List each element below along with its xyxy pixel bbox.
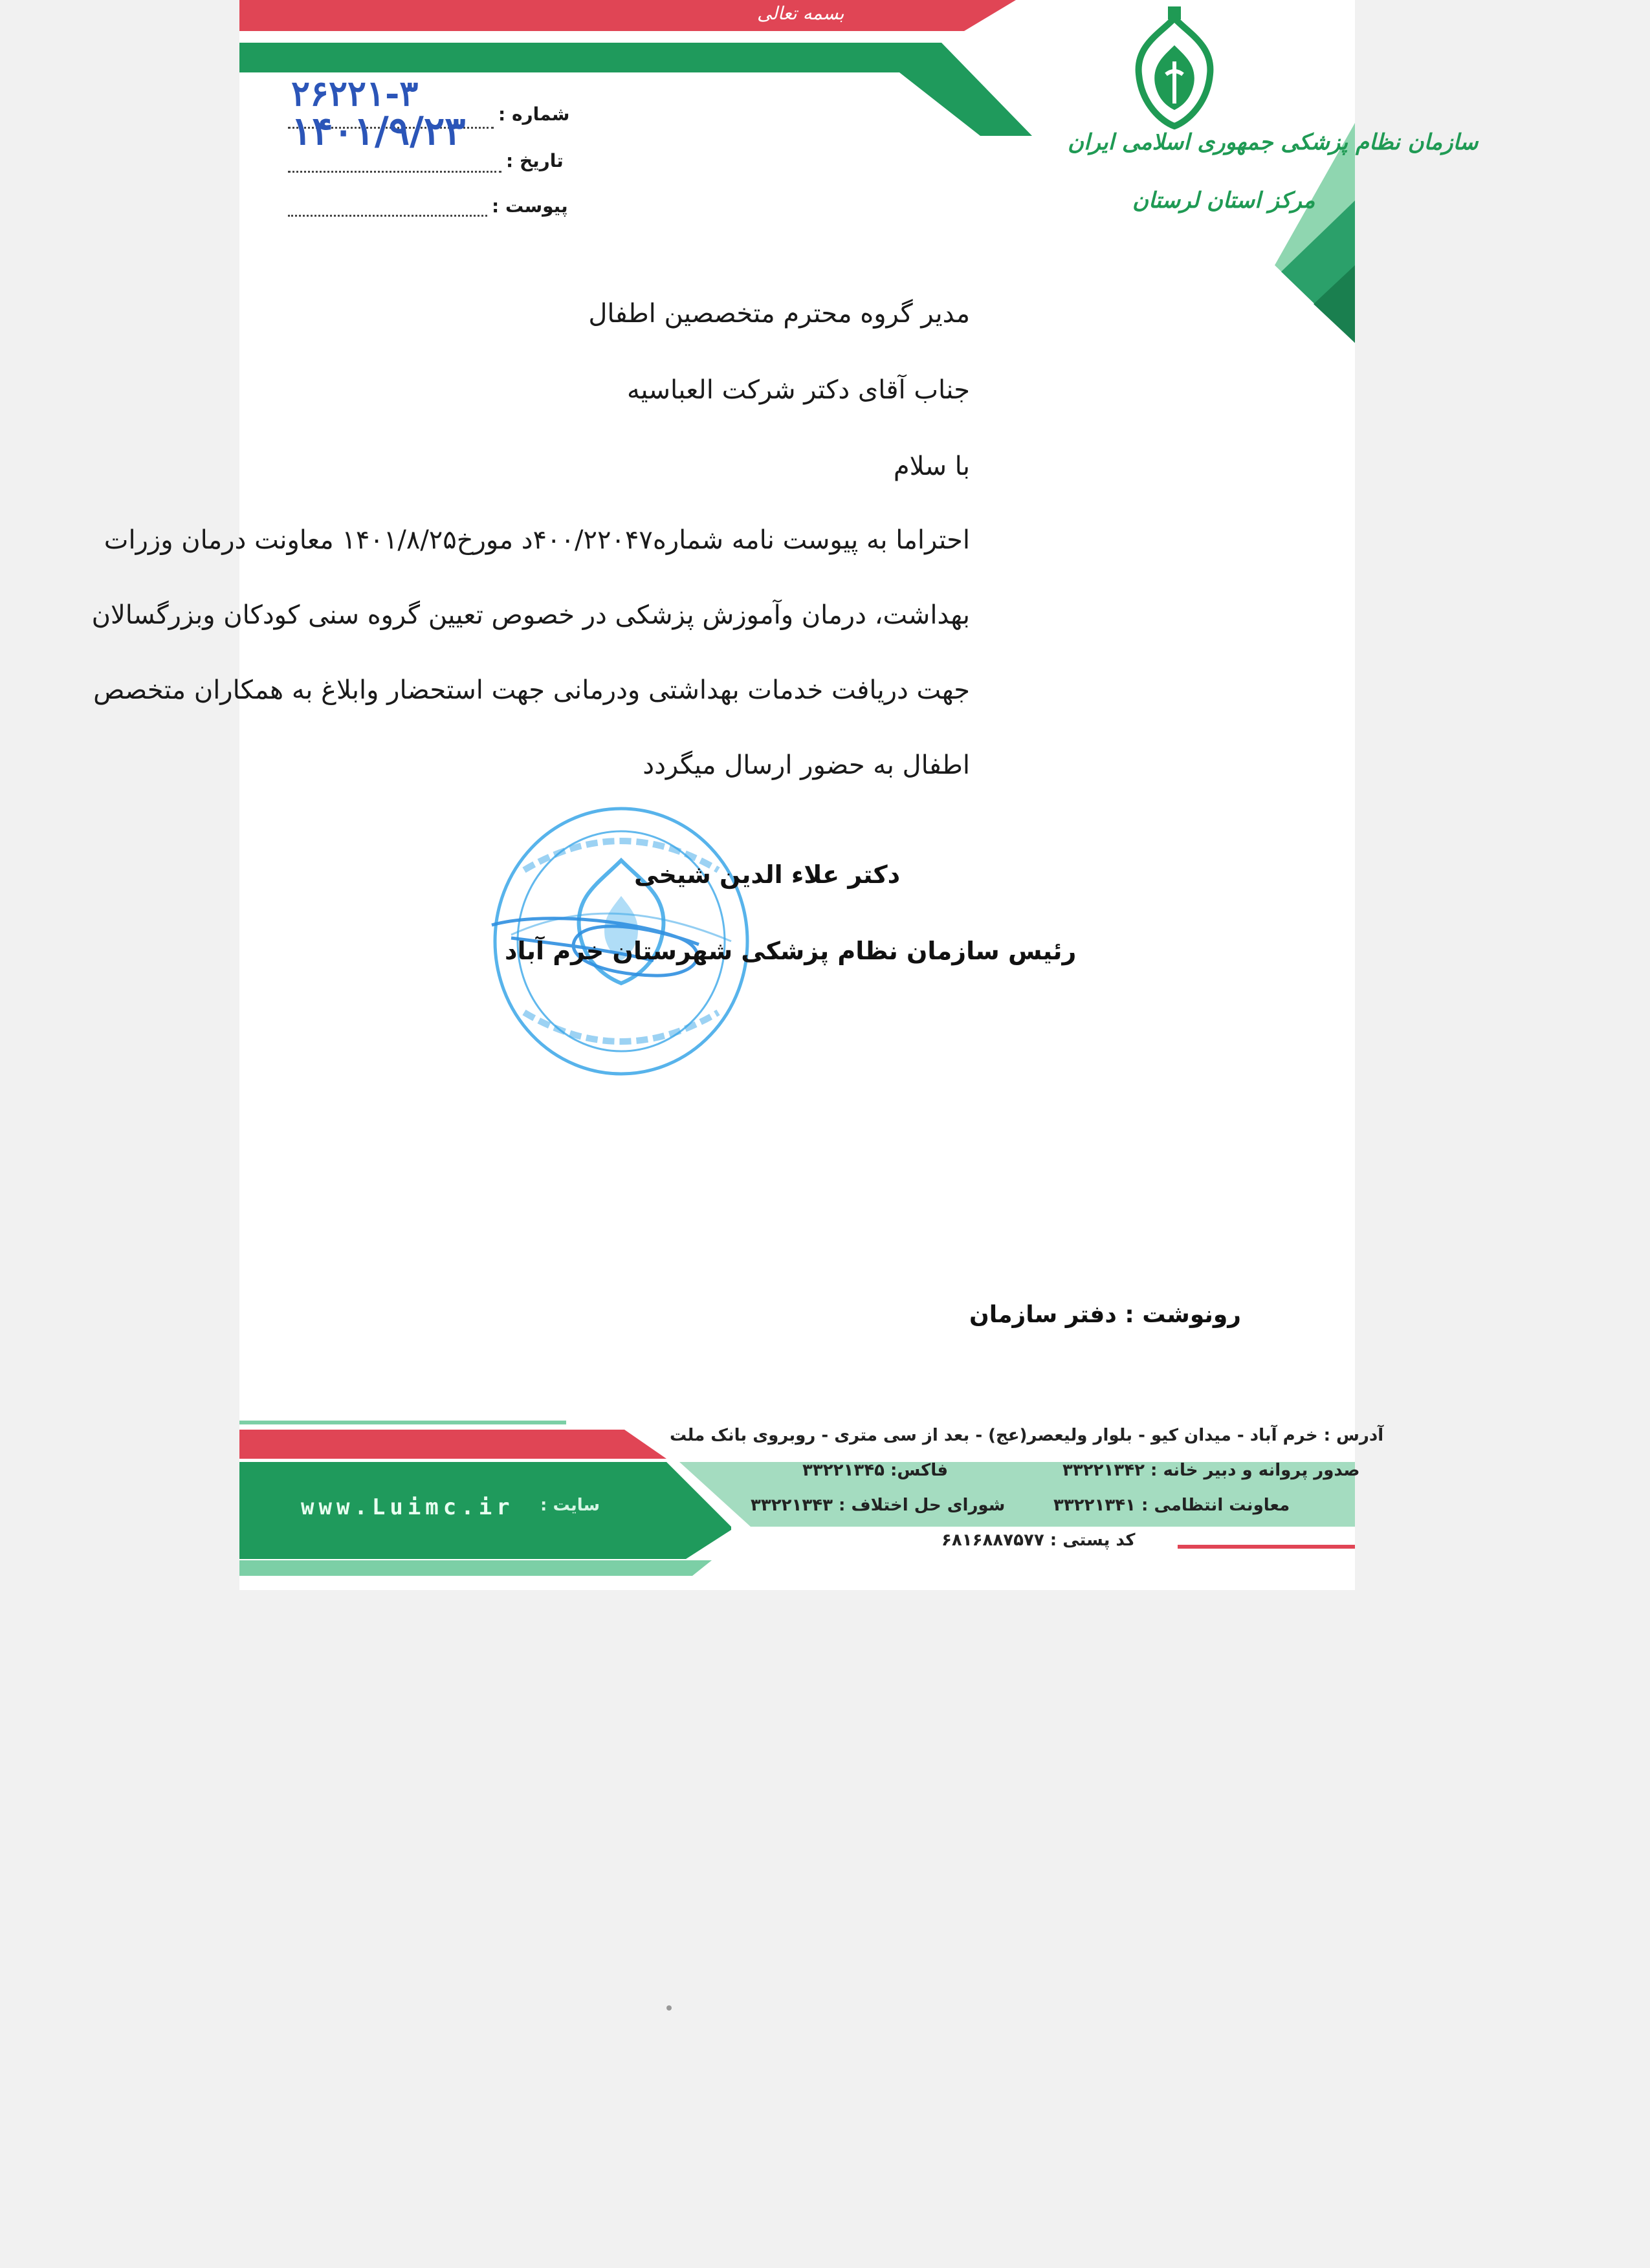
date-label: تاریخ : <box>506 150 564 171</box>
paragraph-line-4: اطفال به حضور ارسال میگردد <box>643 750 970 780</box>
scan-speck <box>666 2005 672 2011</box>
handwritten-number: ۲۶۲۲۱-۳ <box>291 72 419 114</box>
attachment-dotted-line <box>288 215 487 217</box>
date-dotted-line <box>288 171 501 173</box>
handwritten-date: ۱۴۰۱/۹/۲۳ <box>291 109 466 154</box>
footer-dispute-council: شورای حل اختلاف : ۳۳۲۲۱۳۴۳ <box>751 1496 1006 1515</box>
number-label: شماره : <box>498 104 570 125</box>
attachment-label: پیوست : <box>492 195 568 217</box>
footer-website[interactable]: www.Luimc.ir <box>301 1494 514 1520</box>
paragraph-line-1: احتراما به پیوست نامه شماره۴۰۰/۲۲۰۴۷د مورخ۱۴۰۱/۸/۲۵ معاونت درمان وزرات <box>104 525 970 555</box>
footer-disciplinary: معاونت انتظامی : ۳۳۲۲۱۳۴۱ <box>1053 1496 1290 1515</box>
organization-logo-icon <box>1126 6 1223 129</box>
signatory-title: رئیس سازمان نظام پزشکی شهرستان خرم آباد <box>505 937 1077 965</box>
organization-name: سازمان نظام پزشکی جمهوری اسلامی ایران <box>1068 129 1479 155</box>
carbon-copy: رونوشت : دفتر سازمان <box>969 1302 1242 1328</box>
paragraph-line-2: بهداشت، درمان وآموزش پزشکی در خصوص تعیین گروه سنی کودکان وبزرگسالان <box>91 600 970 630</box>
organization-province: مرکز استان لرستان <box>1132 188 1315 213</box>
recipient-line-2: جناب آقای دکتر شرکت العباسیه <box>626 375 970 405</box>
footer-address: آدرس : خرم آباد - میدان کیو - بلوار ولیعصر(عج) - بعد از سی متری - روبروی بانک ملت <box>670 1426 1384 1445</box>
header-motto: بسمه تعالی <box>757 3 844 24</box>
recipient-line-1: مدیر گروه محترم متخصصین اطفال <box>588 299 970 329</box>
signatory-name: دکتر علاء الدین شیخی <box>634 860 901 889</box>
paragraph-line-3: جهت دریافت خدمات بهداشتی ودرمانی جهت استحضار وابلاغ به همکاران متخصص <box>93 675 970 705</box>
footer-license-office: صدور پروانه و دبیر خانه : ۳۳۲۲۱۳۴۲ <box>1062 1461 1360 1480</box>
footer-fax: فاکس: ۳۳۲۲۱۳۴۵ <box>802 1461 949 1480</box>
footer-postal-code: کد پستی : ۶۸۱۶۸۸۷۵۷۷ <box>941 1531 1136 1550</box>
greeting: با سلام <box>893 452 970 481</box>
footer-site-label: سایت : <box>540 1496 600 1515</box>
letter-sheet <box>91 0 1479 1590</box>
